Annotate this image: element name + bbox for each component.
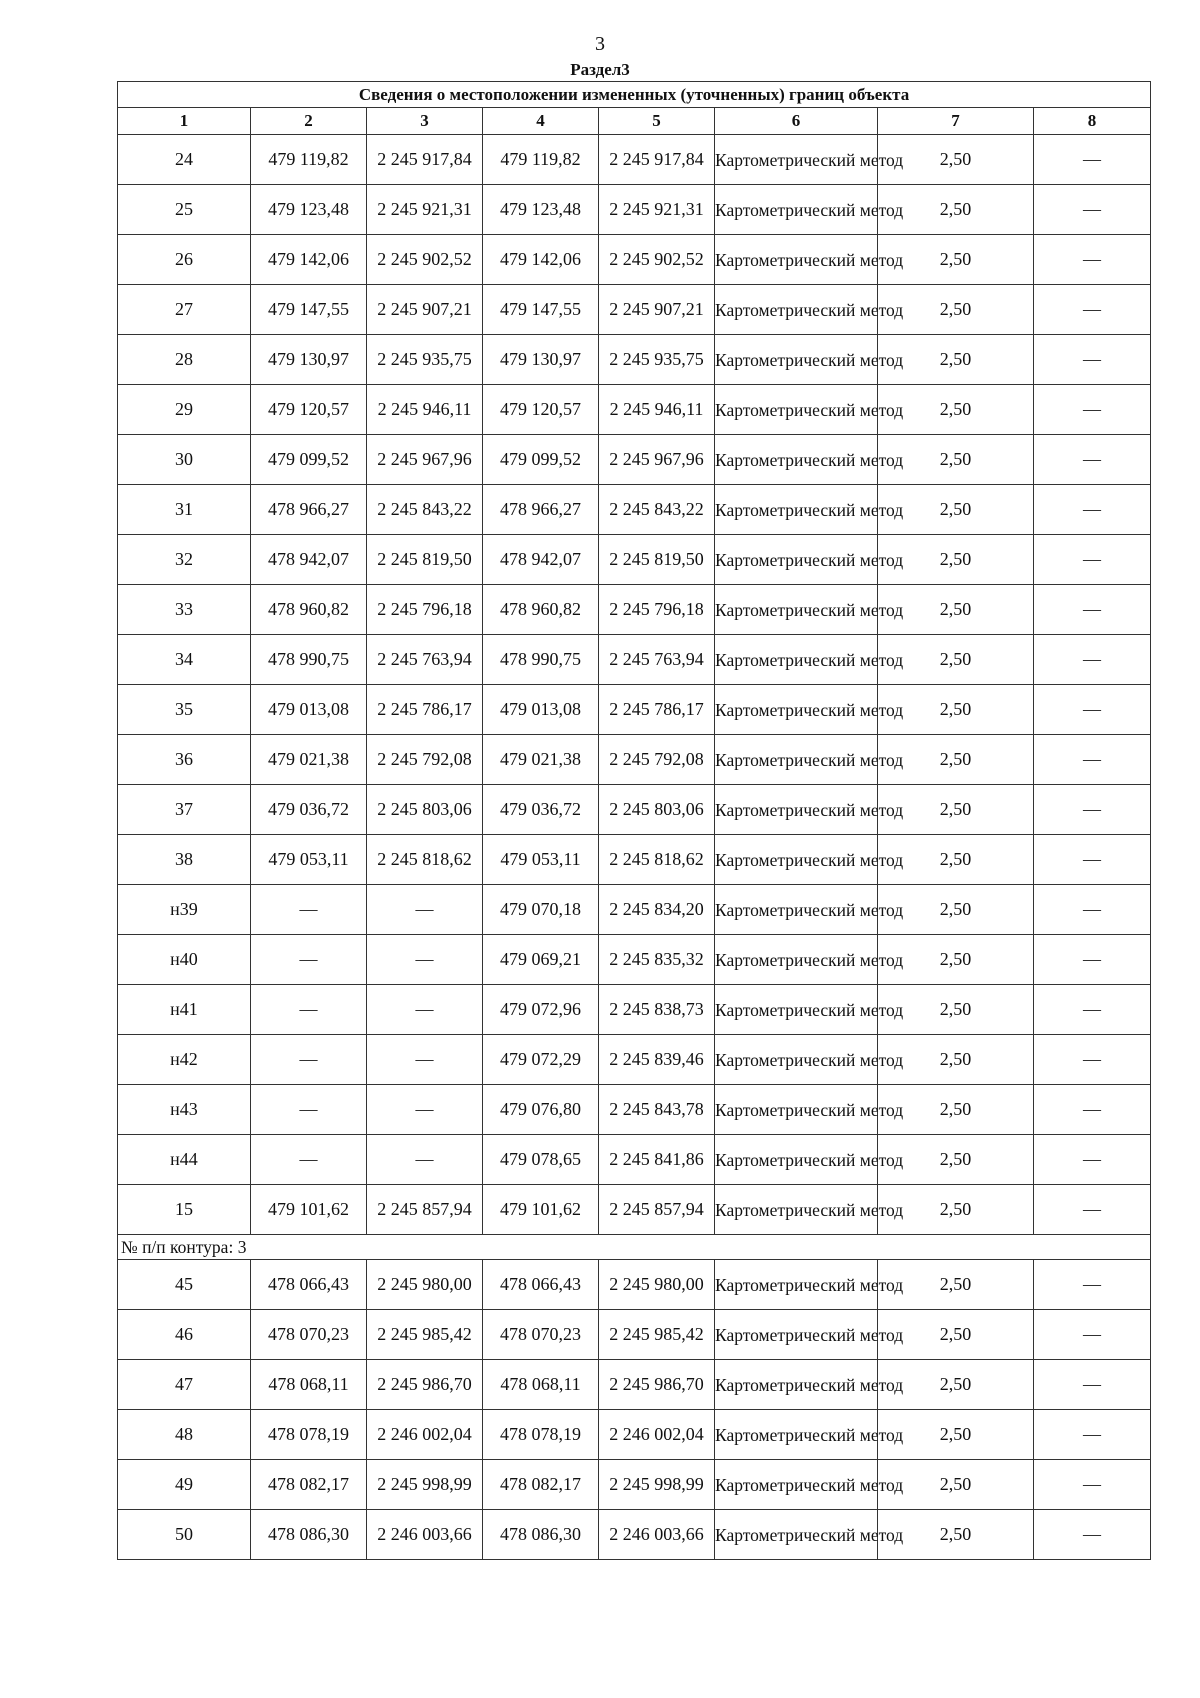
method-cell: Картометрический метод (715, 535, 878, 585)
existing-y-cell: 2 245 986,70 (367, 1360, 483, 1410)
existing-x-cell: 479 147,55 (251, 285, 367, 335)
point-number-cell: 37 (118, 785, 251, 835)
updated-x-cell: 479 142,06 (483, 235, 599, 285)
table-row (118, 885, 1151, 935)
method-cell: Картометрический метод (715, 485, 878, 535)
table-row (118, 585, 1151, 635)
existing-y-cell: 2 245 818,62 (367, 835, 483, 885)
method-cell: Картометрический метод (715, 1135, 878, 1185)
method-cell: Картометрический метод (715, 985, 878, 1035)
table-row (118, 1360, 1151, 1410)
point-number-cell: 26 (118, 235, 251, 285)
updated-x-cell: 479 120,57 (483, 385, 599, 435)
point-number-cell: 30 (118, 435, 251, 485)
note-cell: — (1034, 835, 1151, 885)
existing-x-cell: 479 120,57 (251, 385, 367, 435)
updated-y-cell: 2 245 819,50 (599, 535, 715, 585)
accuracy-cell: 2,50 (878, 135, 1034, 185)
note-cell: — (1034, 585, 1151, 635)
method-cell: Картометрический метод (715, 1085, 878, 1135)
method-cell: Картометрический метод (715, 285, 878, 335)
note-cell: — (1034, 285, 1151, 335)
existing-y-cell: 2 246 002,04 (367, 1410, 483, 1460)
note-cell: — (1034, 1085, 1151, 1135)
updated-x-cell: 478 960,82 (483, 585, 599, 635)
updated-x-cell: 479 036,72 (483, 785, 599, 835)
updated-x-cell: 478 068,11 (483, 1360, 599, 1410)
method-cell: Картометрический метод (715, 135, 878, 185)
note-cell: — (1034, 185, 1151, 235)
accuracy-cell: 2,50 (878, 1135, 1034, 1185)
updated-y-cell: 2 245 902,52 (599, 235, 715, 285)
existing-y-cell: — (367, 935, 483, 985)
updated-x-cell: 478 078,19 (483, 1410, 599, 1460)
point-number-cell: 15 (118, 1185, 251, 1235)
existing-y-cell: 2 245 792,08 (367, 735, 483, 785)
accuracy-cell: 2,50 (878, 185, 1034, 235)
existing-x-cell: 478 960,82 (251, 585, 367, 635)
existing-x-cell: — (251, 985, 367, 1035)
updated-y-cell: 2 246 003,66 (599, 1510, 715, 1560)
updated-y-cell: 2 245 967,96 (599, 435, 715, 485)
existing-x-cell: — (251, 935, 367, 985)
method-cell: Картометрический метод (715, 385, 878, 435)
accuracy-cell: 2,50 (878, 635, 1034, 685)
point-number-cell: 50 (118, 1510, 251, 1560)
table-row (118, 435, 1151, 485)
method-cell: Картометрический метод (715, 235, 878, 285)
accuracy-cell: 2,50 (878, 1260, 1034, 1310)
existing-y-cell: 2 245 946,11 (367, 385, 483, 435)
note-cell: — (1034, 135, 1151, 185)
table-row (118, 135, 1151, 185)
point-number-cell: 28 (118, 335, 251, 385)
method-cell: Картометрический метод (715, 885, 878, 935)
point-number-cell: н44 (118, 1135, 251, 1185)
updated-y-cell: 2 246 002,04 (599, 1410, 715, 1460)
updated-y-cell: 2 245 792,08 (599, 735, 715, 785)
note-cell: — (1034, 985, 1151, 1035)
existing-x-cell: 478 066,43 (251, 1260, 367, 1310)
method-cell: Картометрический метод (715, 585, 878, 635)
point-number-cell: н43 (118, 1085, 251, 1135)
table-row (118, 985, 1151, 1035)
accuracy-cell: 2,50 (878, 1360, 1034, 1410)
column-number: 7 (878, 108, 1034, 135)
note-cell: — (1034, 735, 1151, 785)
accuracy-cell: 2,50 (878, 685, 1034, 735)
existing-x-cell: — (251, 1135, 367, 1185)
table-row (118, 835, 1151, 885)
point-number-cell: 38 (118, 835, 251, 885)
table-row (118, 935, 1151, 985)
updated-x-cell: 479 147,55 (483, 285, 599, 335)
point-number-cell: 33 (118, 585, 251, 635)
existing-y-cell: 2 245 917,84 (367, 135, 483, 185)
updated-x-cell: 478 966,27 (483, 485, 599, 535)
existing-y-cell: — (367, 1035, 483, 1085)
accuracy-cell: 2,50 (878, 385, 1034, 435)
table-row (118, 1035, 1151, 1085)
note-cell: — (1034, 1410, 1151, 1460)
existing-y-cell: — (367, 885, 483, 935)
updated-x-cell: 478 990,75 (483, 635, 599, 685)
method-cell: Картометрический метод (715, 1310, 878, 1360)
table-row (118, 685, 1151, 735)
column-number: 3 (367, 108, 483, 135)
updated-x-cell: 479 130,97 (483, 335, 599, 385)
accuracy-cell: 2,50 (878, 1085, 1034, 1135)
updated-y-cell: 2 245 917,84 (599, 135, 715, 185)
table-row (118, 185, 1151, 235)
updated-y-cell: 2 245 857,94 (599, 1185, 715, 1235)
updated-y-cell: 2 245 835,32 (599, 935, 715, 985)
table-row (118, 1410, 1151, 1460)
existing-x-cell: 479 101,62 (251, 1185, 367, 1235)
updated-y-cell: 2 245 998,99 (599, 1460, 715, 1510)
updated-y-cell: 2 245 843,22 (599, 485, 715, 535)
existing-x-cell: 479 053,11 (251, 835, 367, 885)
accuracy-cell: 2,50 (878, 785, 1034, 835)
column-number: 8 (1034, 108, 1151, 135)
method-cell: Картометрический метод (715, 735, 878, 785)
existing-x-cell: 479 099,52 (251, 435, 367, 485)
updated-x-cell: 479 072,96 (483, 985, 599, 1035)
accuracy-cell: 2,50 (878, 985, 1034, 1035)
column-numbers-row (118, 108, 1151, 135)
updated-y-cell: 2 245 838,73 (599, 985, 715, 1035)
table-row (118, 1085, 1151, 1135)
method-cell: Картометрический метод (715, 635, 878, 685)
column-number: 4 (483, 108, 599, 135)
method-cell: Картометрический метод (715, 685, 878, 735)
column-number: 6 (715, 108, 878, 135)
note-cell: — (1034, 785, 1151, 835)
accuracy-cell: 2,50 (878, 485, 1034, 535)
point-number-cell: 31 (118, 485, 251, 535)
accuracy-cell: 2,50 (878, 835, 1034, 885)
note-cell: — (1034, 685, 1151, 735)
updated-x-cell: 478 082,17 (483, 1460, 599, 1510)
method-cell: Картометрический метод (715, 185, 878, 235)
existing-x-cell: 478 966,27 (251, 485, 367, 535)
accuracy-cell: 2,50 (878, 235, 1034, 285)
existing-y-cell: 2 245 857,94 (367, 1185, 483, 1235)
existing-x-cell: — (251, 1085, 367, 1135)
contour-separator (118, 1235, 1151, 1260)
table-row (118, 785, 1151, 835)
method-cell: Картометрический метод (715, 835, 878, 885)
table-row (118, 1260, 1151, 1310)
updated-x-cell: 479 119,82 (483, 135, 599, 185)
note-cell: — (1034, 1035, 1151, 1085)
accuracy-cell: 2,50 (878, 1035, 1034, 1085)
updated-x-cell: 479 021,38 (483, 735, 599, 785)
existing-y-cell: 2 245 980,00 (367, 1260, 483, 1310)
accuracy-cell: 2,50 (878, 435, 1034, 485)
existing-y-cell: 2 245 843,22 (367, 485, 483, 535)
point-number-cell: н41 (118, 985, 251, 1035)
note-cell: — (1034, 435, 1151, 485)
accuracy-cell: 2,50 (878, 735, 1034, 785)
accuracy-cell: 2,50 (878, 535, 1034, 585)
note-cell: — (1034, 1260, 1151, 1310)
accuracy-cell: 2,50 (878, 585, 1034, 635)
point-number-cell: н40 (118, 935, 251, 985)
updated-y-cell: 2 245 921,31 (599, 185, 715, 235)
existing-x-cell: 478 070,23 (251, 1310, 367, 1360)
point-number-cell: н42 (118, 1035, 251, 1085)
existing-x-cell: 478 990,75 (251, 635, 367, 685)
point-number-cell: 24 (118, 135, 251, 185)
contour-label: № п/п контура: 3 (118, 1235, 1151, 1260)
note-cell: — (1034, 1310, 1151, 1360)
point-number-cell: 32 (118, 535, 251, 585)
note-cell: — (1034, 335, 1151, 385)
table-row (118, 1510, 1151, 1560)
note-cell: — (1034, 1460, 1151, 1510)
contour-group-2 (118, 1260, 1151, 1560)
updated-y-cell: 2 245 839,46 (599, 1035, 715, 1085)
updated-x-cell: 478 086,30 (483, 1510, 599, 1560)
method-cell: Картометрический метод (715, 1460, 878, 1510)
updated-y-cell: 2 245 980,00 (599, 1260, 715, 1310)
column-number: 5 (599, 108, 715, 135)
existing-x-cell: 478 078,19 (251, 1410, 367, 1460)
existing-x-cell: 479 036,72 (251, 785, 367, 835)
existing-x-cell: 479 013,08 (251, 685, 367, 735)
existing-y-cell: — (367, 1085, 483, 1135)
method-cell: Картометрический метод (715, 1185, 878, 1235)
updated-x-cell: 479 053,11 (483, 835, 599, 885)
point-number-cell: 45 (118, 1260, 251, 1310)
method-cell: Картометрический метод (715, 935, 878, 985)
updated-x-cell: 479 078,65 (483, 1135, 599, 1185)
existing-y-cell: 2 245 803,06 (367, 785, 483, 835)
existing-y-cell: 2 245 796,18 (367, 585, 483, 635)
accuracy-cell: 2,50 (878, 1185, 1034, 1235)
point-number-cell: 49 (118, 1460, 251, 1510)
method-cell: Картометрический метод (715, 1260, 878, 1310)
table-row (118, 335, 1151, 385)
note-cell: — (1034, 385, 1151, 435)
method-cell: Картометрический метод (715, 435, 878, 485)
accuracy-cell: 2,50 (878, 1310, 1034, 1360)
accuracy-cell: 2,50 (878, 1410, 1034, 1460)
table-row (118, 235, 1151, 285)
updated-y-cell: 2 245 986,70 (599, 1360, 715, 1410)
existing-y-cell: 2 245 935,75 (367, 335, 483, 385)
page-number: 3 (595, 33, 605, 55)
existing-x-cell: 479 142,06 (251, 235, 367, 285)
column-number: 1 (118, 108, 251, 135)
existing-y-cell: 2 246 003,66 (367, 1510, 483, 1560)
existing-y-cell: 2 245 921,31 (367, 185, 483, 235)
accuracy-cell: 2,50 (878, 885, 1034, 935)
accuracy-cell: 2,50 (878, 1460, 1034, 1510)
existing-x-cell: 479 119,82 (251, 135, 367, 185)
method-cell: Картометрический метод (715, 335, 878, 385)
method-cell: Картометрический метод (715, 1410, 878, 1460)
accuracy-cell: 2,50 (878, 335, 1034, 385)
point-number-cell: 29 (118, 385, 251, 435)
accuracy-cell: 2,50 (878, 935, 1034, 985)
updated-y-cell: 2 245 786,17 (599, 685, 715, 735)
note-cell: — (1034, 535, 1151, 585)
existing-y-cell: 2 245 907,21 (367, 285, 483, 335)
method-cell: Картометрический метод (715, 1510, 878, 1560)
table-row (118, 735, 1151, 785)
updated-x-cell: 478 066,43 (483, 1260, 599, 1310)
updated-x-cell: 479 123,48 (483, 185, 599, 235)
updated-x-cell: 479 099,52 (483, 435, 599, 485)
note-cell: — (1034, 1185, 1151, 1235)
existing-y-cell: — (367, 1135, 483, 1185)
table-row (118, 535, 1151, 585)
point-number-cell: 36 (118, 735, 251, 785)
note-cell: — (1034, 1135, 1151, 1185)
point-number-cell: 34 (118, 635, 251, 685)
column-number: 2 (251, 108, 367, 135)
existing-y-cell: — (367, 985, 483, 1035)
existing-x-cell: 478 068,11 (251, 1360, 367, 1410)
existing-y-cell: 2 245 763,94 (367, 635, 483, 685)
table-row (118, 1185, 1151, 1235)
updated-y-cell: 2 245 985,42 (599, 1310, 715, 1360)
table-row (118, 385, 1151, 435)
existing-x-cell: 479 021,38 (251, 735, 367, 785)
existing-y-cell: 2 245 967,96 (367, 435, 483, 485)
point-number-cell: 47 (118, 1360, 251, 1410)
updated-y-cell: 2 245 834,20 (599, 885, 715, 935)
updated-y-cell: 2 245 803,06 (599, 785, 715, 835)
point-number-cell: н39 (118, 885, 251, 935)
existing-x-cell: — (251, 885, 367, 935)
note-cell: — (1034, 885, 1151, 935)
updated-x-cell: 479 070,18 (483, 885, 599, 935)
updated-y-cell: 2 245 946,11 (599, 385, 715, 435)
table-row (118, 635, 1151, 685)
table-row (118, 1310, 1151, 1360)
updated-y-cell: 2 245 818,62 (599, 835, 715, 885)
updated-x-cell: 479 072,29 (483, 1035, 599, 1085)
existing-y-cell: 2 245 902,52 (367, 235, 483, 285)
method-cell: Картометрический метод (715, 1360, 878, 1410)
table-row (118, 285, 1151, 335)
table-row (118, 1135, 1151, 1185)
existing-x-cell: 478 082,17 (251, 1460, 367, 1510)
existing-y-cell: 2 245 786,17 (367, 685, 483, 735)
table-row (118, 485, 1151, 535)
boundary-coordinates-table (117, 81, 1151, 1560)
note-cell: — (1034, 935, 1151, 985)
table-row (118, 1460, 1151, 1510)
section-title: Раздел3 (570, 60, 630, 79)
note-cell: — (1034, 635, 1151, 685)
existing-x-cell: 478 086,30 (251, 1510, 367, 1560)
existing-y-cell: 2 245 985,42 (367, 1310, 483, 1360)
updated-y-cell: 2 245 841,86 (599, 1135, 715, 1185)
updated-x-cell: 478 070,23 (483, 1310, 599, 1360)
updated-y-cell: 2 245 796,18 (599, 585, 715, 635)
point-number-cell: 48 (118, 1410, 251, 1460)
note-cell: — (1034, 485, 1151, 535)
table-caption: Сведения о местоположении измененных (уточненных) границ объекта (118, 82, 1151, 108)
updated-y-cell: 2 245 843,78 (599, 1085, 715, 1135)
accuracy-cell: 2,50 (878, 1510, 1034, 1560)
updated-y-cell: 2 245 935,75 (599, 335, 715, 385)
updated-x-cell: 479 069,21 (483, 935, 599, 985)
updated-x-cell: 479 076,80 (483, 1085, 599, 1135)
accuracy-cell: 2,50 (878, 285, 1034, 335)
method-cell: Картометрический метод (715, 785, 878, 835)
updated-x-cell: 479 013,08 (483, 685, 599, 735)
existing-x-cell: — (251, 1035, 367, 1085)
updated-y-cell: 2 245 763,94 (599, 635, 715, 685)
point-number-cell: 35 (118, 685, 251, 735)
contour-group-1 (118, 135, 1151, 1235)
point-number-cell: 27 (118, 285, 251, 335)
existing-x-cell: 478 942,07 (251, 535, 367, 585)
updated-x-cell: 478 942,07 (483, 535, 599, 585)
point-number-cell: 25 (118, 185, 251, 235)
note-cell: — (1034, 235, 1151, 285)
point-number-cell: 46 (118, 1310, 251, 1360)
updated-y-cell: 2 245 907,21 (599, 285, 715, 335)
note-cell: — (1034, 1510, 1151, 1560)
existing-x-cell: 479 123,48 (251, 185, 367, 235)
existing-y-cell: 2 245 998,99 (367, 1460, 483, 1510)
existing-x-cell: 479 130,97 (251, 335, 367, 385)
existing-y-cell: 2 245 819,50 (367, 535, 483, 585)
note-cell: — (1034, 1360, 1151, 1410)
updated-x-cell: 479 101,62 (483, 1185, 599, 1235)
method-cell: Картометрический метод (715, 1035, 878, 1085)
